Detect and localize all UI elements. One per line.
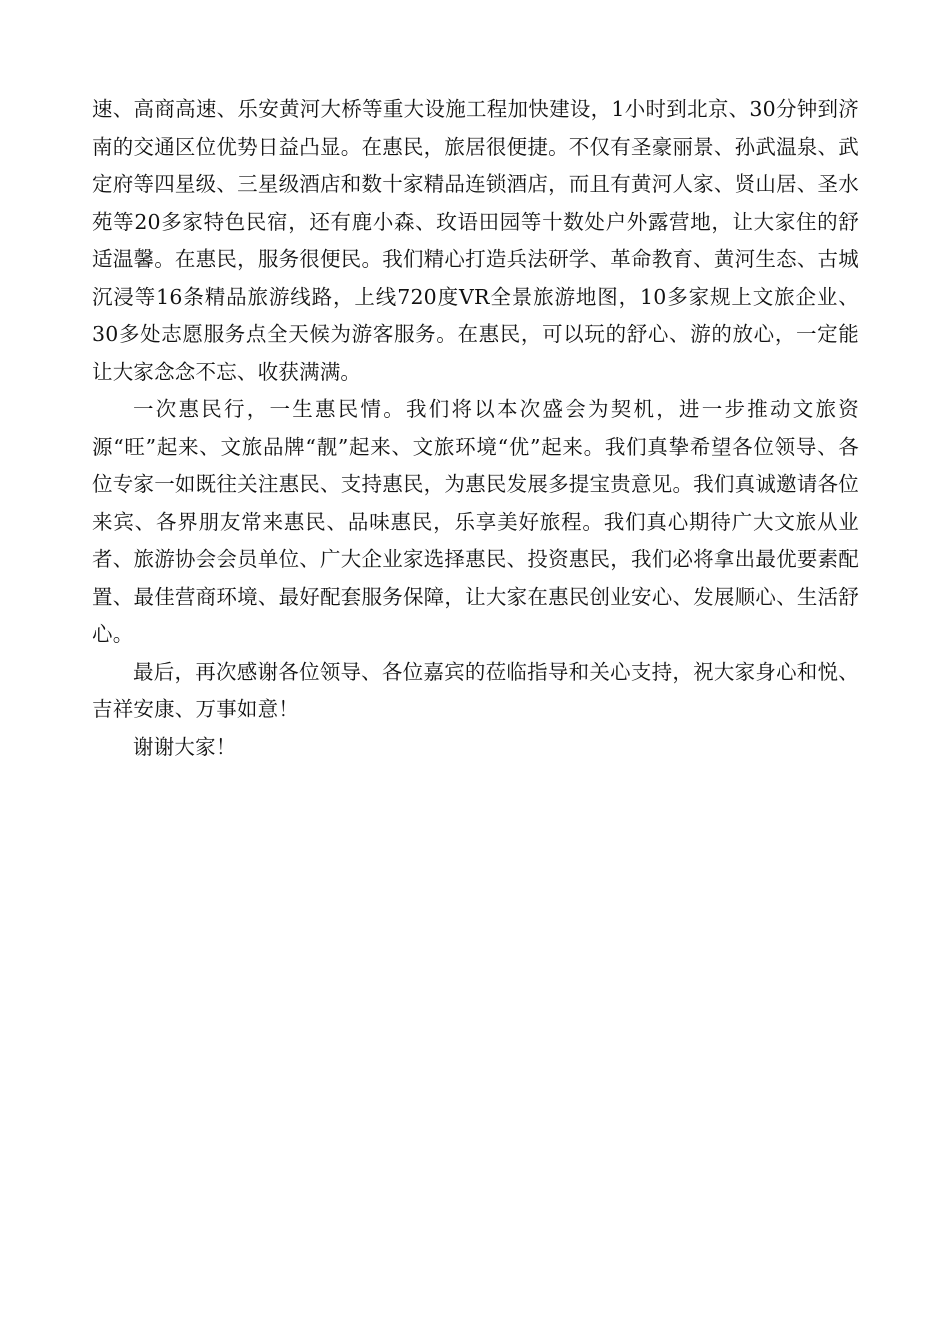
document-body [92, 91, 859, 766]
paragraph-continuation: 速、高商高速、乐安黄河大桥等重大设施工程加快建设，1小时到北京、30分钟到济南的交通区位优势日益凸显。在惠民，旅居很便捷。不仅有圣豪丽景、孙武温泉、武定府等四星级、三星级酒店和数十家精品连锁酒店，而且有黄河人家、贤山居、圣水苑等20多家特色民宿，还有鹿小森、玫语田园等十数处户外露营地，让大家住的舒适温馨。在惠民，服务很便民。我们精心打造兵法研学、革命教育、黄河生态、古城沉浸等16条精品旅游线路，上线720度VR全景旅游地图，10多家规上文旅企业、30多处志愿服务点全天候为游客服务。在惠民，可以玩的舒心、游的放心，一定能让大家念念不忘、收获满满。 [92, 97, 859, 384]
paragraph-invitation: 一次惠民行，一生惠民情。我们将以本次盛会为契机，进一步推动文旅资源“旺”起来、文旅品牌“靓”起来、文旅环境“优”起来。我们真挚希望各位领导、各位专家一如既往关注惠民、支持惠民，为惠民发展多提宝贵意见。我们真诚邀请各位来宾、各界朋友常来惠民、品味惠民，乐享美好旅程。我们真心期待广大文旅从业者、旅游协会会员单位、广大企业家选择惠民、投资惠民，我们必将拿出最优要素配置、最佳营商环境、最好配套服务保障，让大家在惠民创业安心、发展顺心、生活舒心。 [92, 397, 859, 646]
paragraph-final-thanks: 谢谢大家！ [133, 734, 237, 759]
paragraph-closing-thanks: 最后，再次感谢各位领导、各位嘉宾的莅临指导和关心支持，祝大家身心和悦、吉祥安康、万事如意！ [92, 659, 859, 721]
